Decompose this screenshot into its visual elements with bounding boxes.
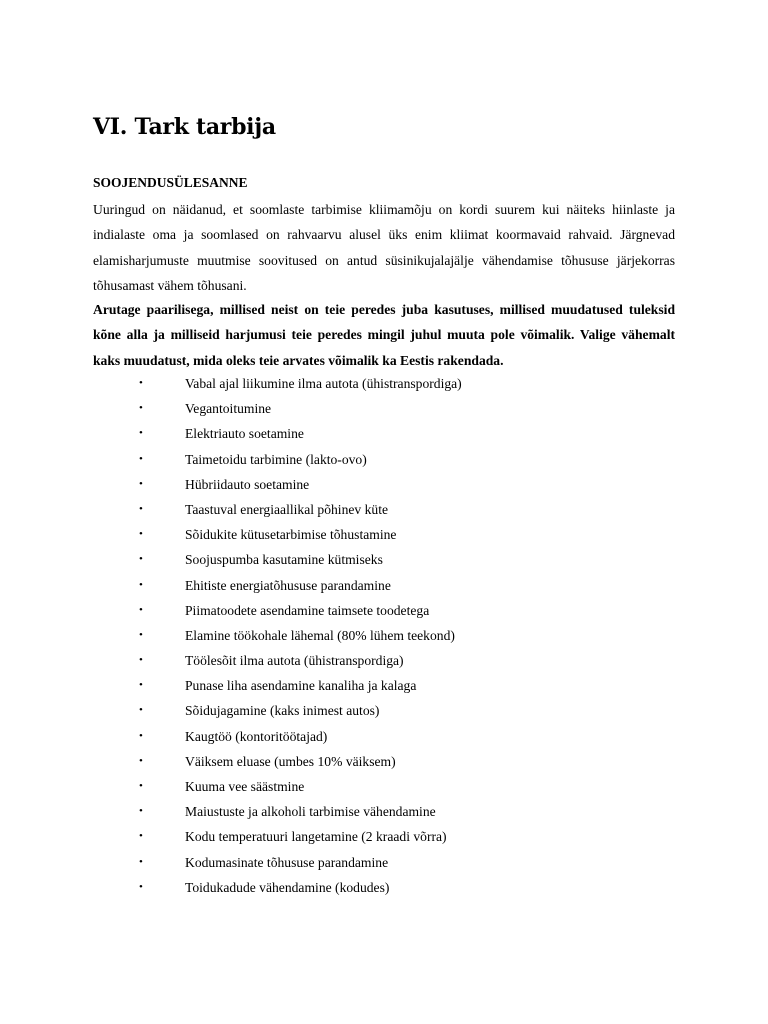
list-item: [93, 396, 675, 421]
list-item-text: Sõidujagamine (kaks inimest autos): [185, 703, 380, 719]
list-item-text: Kaugtöö (kontoritöötajad): [185, 728, 328, 744]
page-title: VI. Tark tarbija: [93, 114, 276, 140]
bullet-icon: •: [139, 830, 143, 843]
list-item: [93, 799, 675, 824]
list-item-text: Kodumasinate tõhususe parandamine: [185, 854, 389, 870]
bullet-icon: •: [139, 427, 143, 440]
list-item: [93, 447, 675, 472]
list-item: [93, 522, 675, 547]
bullet-icon: •: [139, 477, 143, 490]
list-item: [93, 774, 675, 799]
section-heading: SOOJENDUSÜLESANNE: [93, 175, 248, 190]
bullet-icon: •: [139, 502, 143, 515]
list-item: [93, 472, 675, 497]
list-item-text: Soojuspumba kasutamine kütmiseks: [185, 552, 383, 568]
list-item-text: Töölesõit ilma autota (ühistranspordiga): [185, 653, 404, 669]
list-item-text: Kuuma vee säästmine: [185, 779, 305, 794]
bullet-icon: •: [139, 553, 143, 566]
list-item: [93, 623, 675, 648]
bullet-icon: •: [139, 780, 143, 792]
list-item: [93, 724, 675, 749]
intro-paragraph: Uuringud on näidanud, et soomlaste tarbimise kliimamõju on kordi suurem kui näiteks hiinlaste ja indialaste oma ja soomlased on rahvaarvu alusel üks enim kliimat koormavaid rahvaid. Järgnevad elamisharjumuste muutmise soovitused on antud süsinikujalajälje vähendamise tõhususe järjekorras tõhusamast vähem tõhusani.: [93, 202, 675, 294]
list-item-text: Taimetoidu tarbimine (lakto-ovo): [185, 451, 367, 467]
list-item: [93, 850, 675, 875]
bullet-icon: •: [139, 880, 143, 893]
bullet-icon: •: [139, 452, 143, 465]
list-item-text: Punase liha asendamine kanaliha ja kalaga: [185, 678, 417, 694]
bullet-icon: •: [139, 528, 143, 541]
bullet-icon: •: [139, 628, 143, 641]
list-item: [93, 698, 675, 723]
list-item: [93, 573, 675, 598]
bullet-icon: •: [139, 603, 143, 616]
bullet-icon: •: [139, 805, 143, 818]
bullet-icon: •: [139, 402, 143, 415]
list-item: [93, 421, 675, 446]
list-item: [93, 371, 675, 396]
list-item: [93, 875, 675, 900]
bullet-icon: •: [139, 754, 143, 767]
list-item: [93, 497, 675, 522]
list-item: [93, 598, 675, 623]
list-item-text: Väiksem eluase (umbes 10% väiksem): [185, 753, 396, 769]
list-item-text: Ehitiste energiatõhususe parandamine: [185, 577, 391, 593]
list-item-text: Hübriidauto soetamine: [185, 476, 310, 492]
list-item-text: Vabal ajal liikumine ilma autota (ühistranspordiga): [185, 376, 462, 391]
instructions-paragraph: Arutage paarilisega, millised neist on teie peredes juba kasutuses, millised muudatused tuleksid kõne alla ja milliseid harjumusi teie peredes mingil juhul muuta pole võimalik. Valige vähemalt kaks muudatust, mida oleks teie arvates võimalik ka Eestis rakendada.: [93, 302, 675, 368]
bullet-icon: •: [139, 855, 143, 868]
bullet-icon: •: [139, 578, 143, 591]
list-item: [93, 824, 675, 849]
list-item-text: Vegantoitumine: [185, 401, 272, 417]
list-item: [93, 749, 675, 774]
list-item: [93, 547, 675, 572]
list-item-text: Kodu temperatuuri langetamine (2 kraadi võrra): [185, 829, 447, 845]
recommendations-list: [93, 371, 675, 900]
list-item-text: Taastuval energiaallikal põhinev küte: [185, 501, 389, 517]
list-item: [93, 673, 675, 698]
bullet-icon: •: [139, 704, 143, 717]
list-item-text: Elektriauto soetamine: [185, 426, 304, 442]
bullet-icon: •: [139, 377, 143, 389]
bullet-icon: •: [139, 679, 143, 692]
list-item-text: Toidukadude vähendamine (kodudes): [185, 879, 390, 895]
list-item-text: Elamine töökohale lähemal (80% lühem teekond): [185, 627, 455, 643]
list-item: [93, 648, 675, 673]
list-item-text: Sõidukite kütusetarbimise tõhustamine: [185, 527, 397, 543]
bullet-icon: •: [139, 729, 143, 742]
list-item-text: Maiustuste ja alkoholi tarbimise vähendamine: [185, 804, 436, 820]
list-item-text: Piimatoodete asendamine taimsete toodetega: [185, 602, 430, 618]
bullet-icon: •: [139, 654, 143, 667]
